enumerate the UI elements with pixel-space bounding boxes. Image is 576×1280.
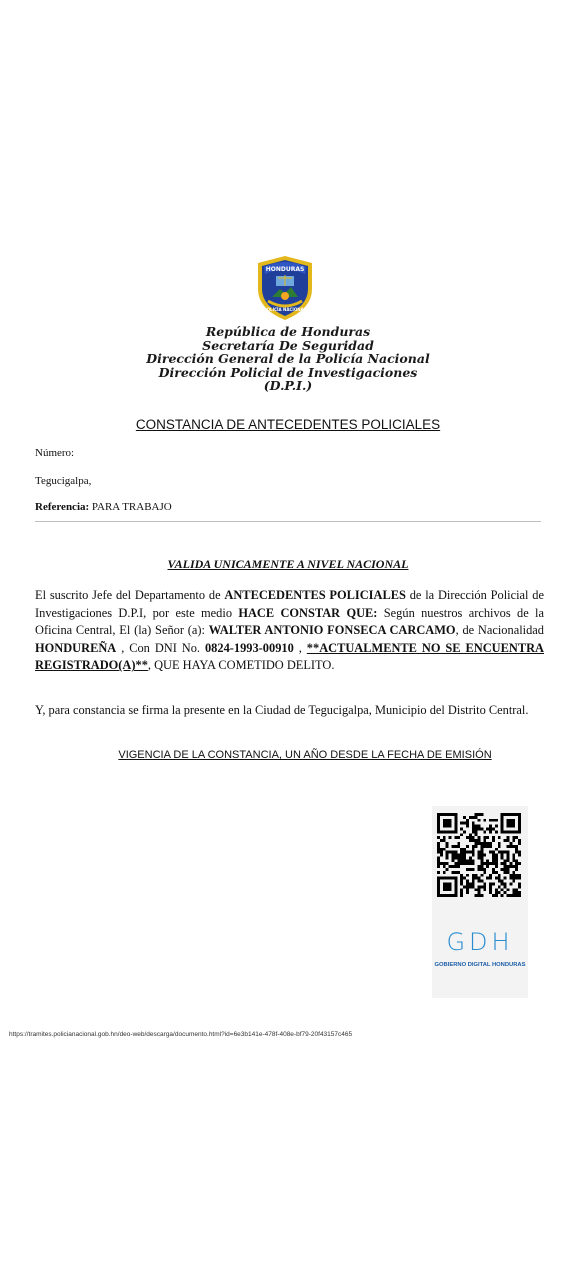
lugar: Tegucigalpa, [35,475,92,487]
referencia-label: Referencia: [35,501,90,513]
signature-paragraph: Y, para constancia se firma la presente en la Ciudad de Tegucigalpa, Municipio del Distrito Central. [35,703,529,717]
numero-label: Número: [35,447,75,459]
policia-nacional-emblem [250,253,320,323]
body-text-1: El suscrito Jefe del Departamento de [35,588,221,602]
emblem-bottom-text: POLICÍA NACIONAL [263,307,307,312]
referencia-value: PARA TRABAJO [91,501,172,513]
validity-scope: VALIDA UNICAMENTE A NIVEL NACIONAL [167,557,409,571]
certificate-body [35,587,544,675]
person-name: WALTER ANTONIO FONSECA CARCAMO [208,623,456,638]
nationality: HONDUREÑA [35,640,117,655]
document-title: CONSTANCIA DE ANTECEDENTES POLICIALES [135,417,441,432]
body-text-3: Según nuestros archivos de la Oficina Central, El (la) Señor (a): [35,605,544,638]
divider [35,521,541,522]
dni-number: 0824-1993-00910 [204,640,294,655]
qr-code[interactable] [437,813,521,897]
document-url[interactable]: https://tramites.policianacional.gob.hn/deo-web/descarga/documento.html?id=6e3b141e-478f-408e-bf79-20f43157c465 [9,1031,353,1038]
letterhead-line-5: (D.P.I.) [263,378,313,393]
letterhead-line-2: Secretaría De Seguridad [202,337,374,353]
gdh-logo: GDH [446,928,514,956]
letterhead [0,325,576,393]
letterhead-line-3: Dirección General de la Policía Nacional [146,351,430,366]
letterhead-line-1: República de Honduras [205,324,371,339]
record-status: **ACTUALMENTE NO SE ENCUENTRA REGISTRADO(A)** [35,640,544,673]
letterhead-line-4: Dirección Policial de Investigaciones [158,364,418,380]
body-text-4: , de Nacionalidad [455,623,544,638]
department-name: ANTECEDENTES POLICIALES [224,588,406,602]
body-text-5: , Con DNI No. [121,640,201,655]
emblem-top-text: HONDURAS [265,266,305,273]
referencia [35,501,172,513]
body-text-2: de la Dirección Policial de Investigaciones D.P.I, por este medio [35,588,544,620]
validity-period: VIGENCIA DE LA CONSTANCIA, UN AÑO DESDE LA FECHA DE EMISIÓN [118,749,492,761]
body-text-6: , [298,640,302,655]
gdh-subtitle: GOBIERNO DIGITAL HONDURAS [434,962,526,968]
hace-constar: HACE CONSTAR QUE: [238,605,378,620]
body-text-7: , QUE HAYA COMETIDO DELITO. [147,658,335,673]
